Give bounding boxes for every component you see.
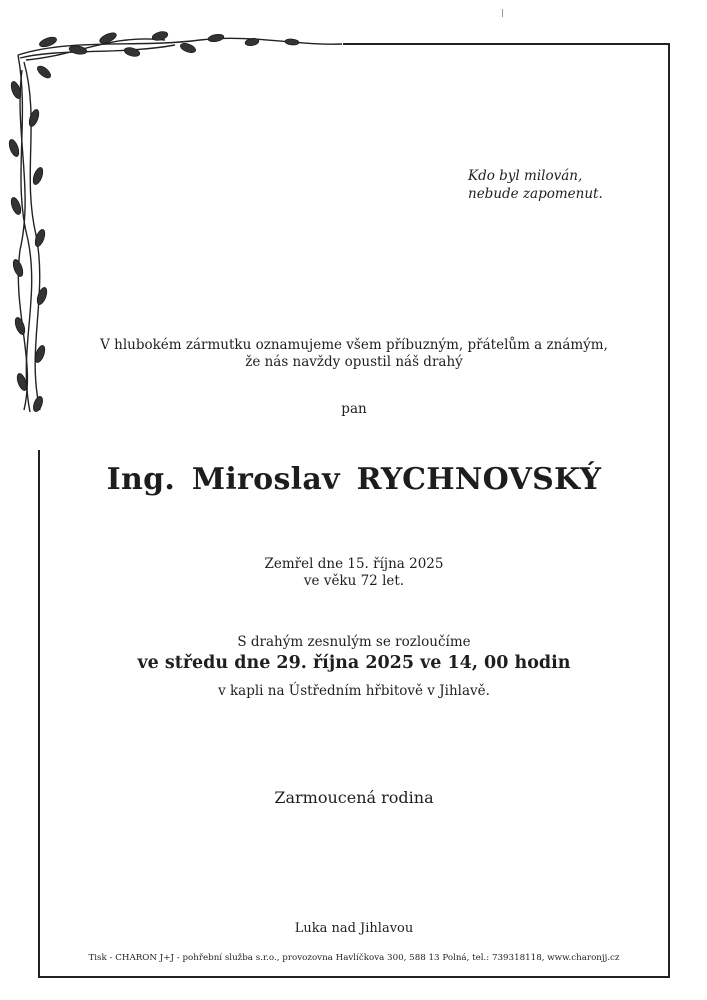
motto-line-2: nebude zapomenut. bbox=[468, 186, 603, 202]
signature: Zarmoucená rodina bbox=[274, 788, 434, 807]
motto bbox=[468, 167, 603, 203]
farewell-datetime: ve středu dne 29. října 2025 ve 14, 00 hodin bbox=[137, 653, 571, 673]
frame-top-border bbox=[343, 43, 670, 45]
frame-bottom-border bbox=[38, 976, 670, 978]
printer-footer: Tisk - CHARON J+J - pohřební služba s.r.o., provozovna Havlíčkova 300, 588 13 Polná, tel.: 739318118, www.charonjj.cz bbox=[88, 953, 620, 963]
deceased-name: Ing. Miroslav RYCHNOVSKÝ bbox=[106, 462, 602, 497]
frame-left-border bbox=[38, 450, 40, 978]
honorific: pan bbox=[341, 401, 367, 417]
farewell-intro: S drahým zesnulým se rozloučíme bbox=[237, 634, 471, 650]
death-info bbox=[40, 556, 668, 590]
frame-right-border bbox=[668, 43, 670, 978]
announcement-line-1: V hlubokém zármutku oznamujeme všem příbuzným, přátelům a známým, bbox=[100, 337, 608, 353]
death-date: Zemřel dne 15. října 2025 bbox=[264, 556, 444, 572]
farewell-place: v kapli na Ústředním hřbitově v Jihlavě. bbox=[218, 683, 490, 699]
announcement-line-2: že nás navždy opustil náš drahý bbox=[245, 354, 463, 370]
announcement bbox=[40, 337, 668, 371]
scan-mark bbox=[502, 9, 503, 17]
location: Luka nad Jihlavou bbox=[294, 921, 414, 936]
motto-line-1: Kdo byl milován, bbox=[468, 168, 583, 184]
death-age: ve věku 72 let. bbox=[303, 573, 405, 589]
